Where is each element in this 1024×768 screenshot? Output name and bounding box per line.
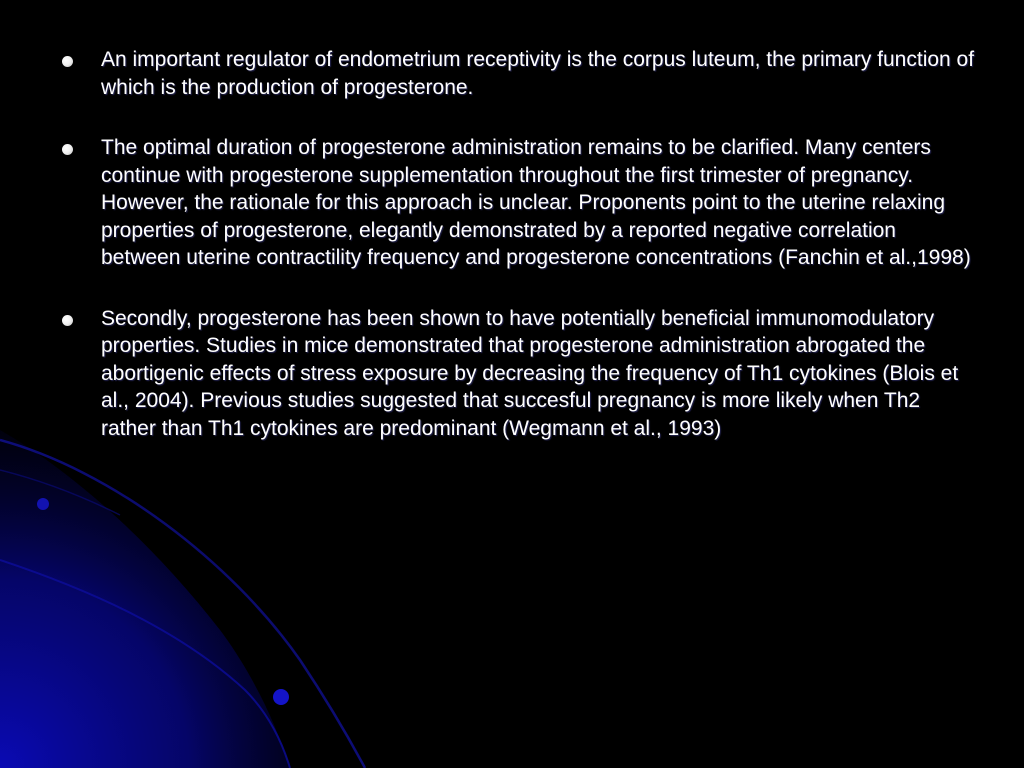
bullet-text: The optimal duration of progesterone administration remains to be clarified. Many centers continue with progesterone supplementation throughout the first trimester of pregnancy. However, the rationale for this approach is unclear. Proponents point to the uterine relaxing properties of progesterone, elegantly demonstrated by a reported negative correlation between uterine contractility frequency and progesterone concentrations (Fanchin et al.,1998) [101,136,971,269]
background-dot-small [37,498,49,510]
background-dot-large [273,689,289,705]
bullet-icon [62,144,73,155]
bullet-item [60,46,980,101]
bullet-text: An important regulator of endometrium receptivity is the corpus luteum, the primary function of which is the production of progesterone. [101,48,975,99]
bullet-text: Secondly, progesterone has been shown to have potentially beneficial immunomodulatory properties. Studies in mice demonstrated that progesterone administration abrogated the abortigenic effects of stress exposure by decreasing the frequency of Th1 cytokines (Blois et al., 2004). Previous studies suggested that succesful pregnancy is more likely when Th2 rather than Th1 cytokines are predominant (Wegmann et al., 1993) [101,306,959,440]
bullet-item [60,305,980,443]
bullet-icon [62,315,73,326]
bullet-item [60,134,980,272]
bullet-icon [62,56,73,67]
background-glow-shape [0,430,290,768]
bullet-list [60,46,980,475]
